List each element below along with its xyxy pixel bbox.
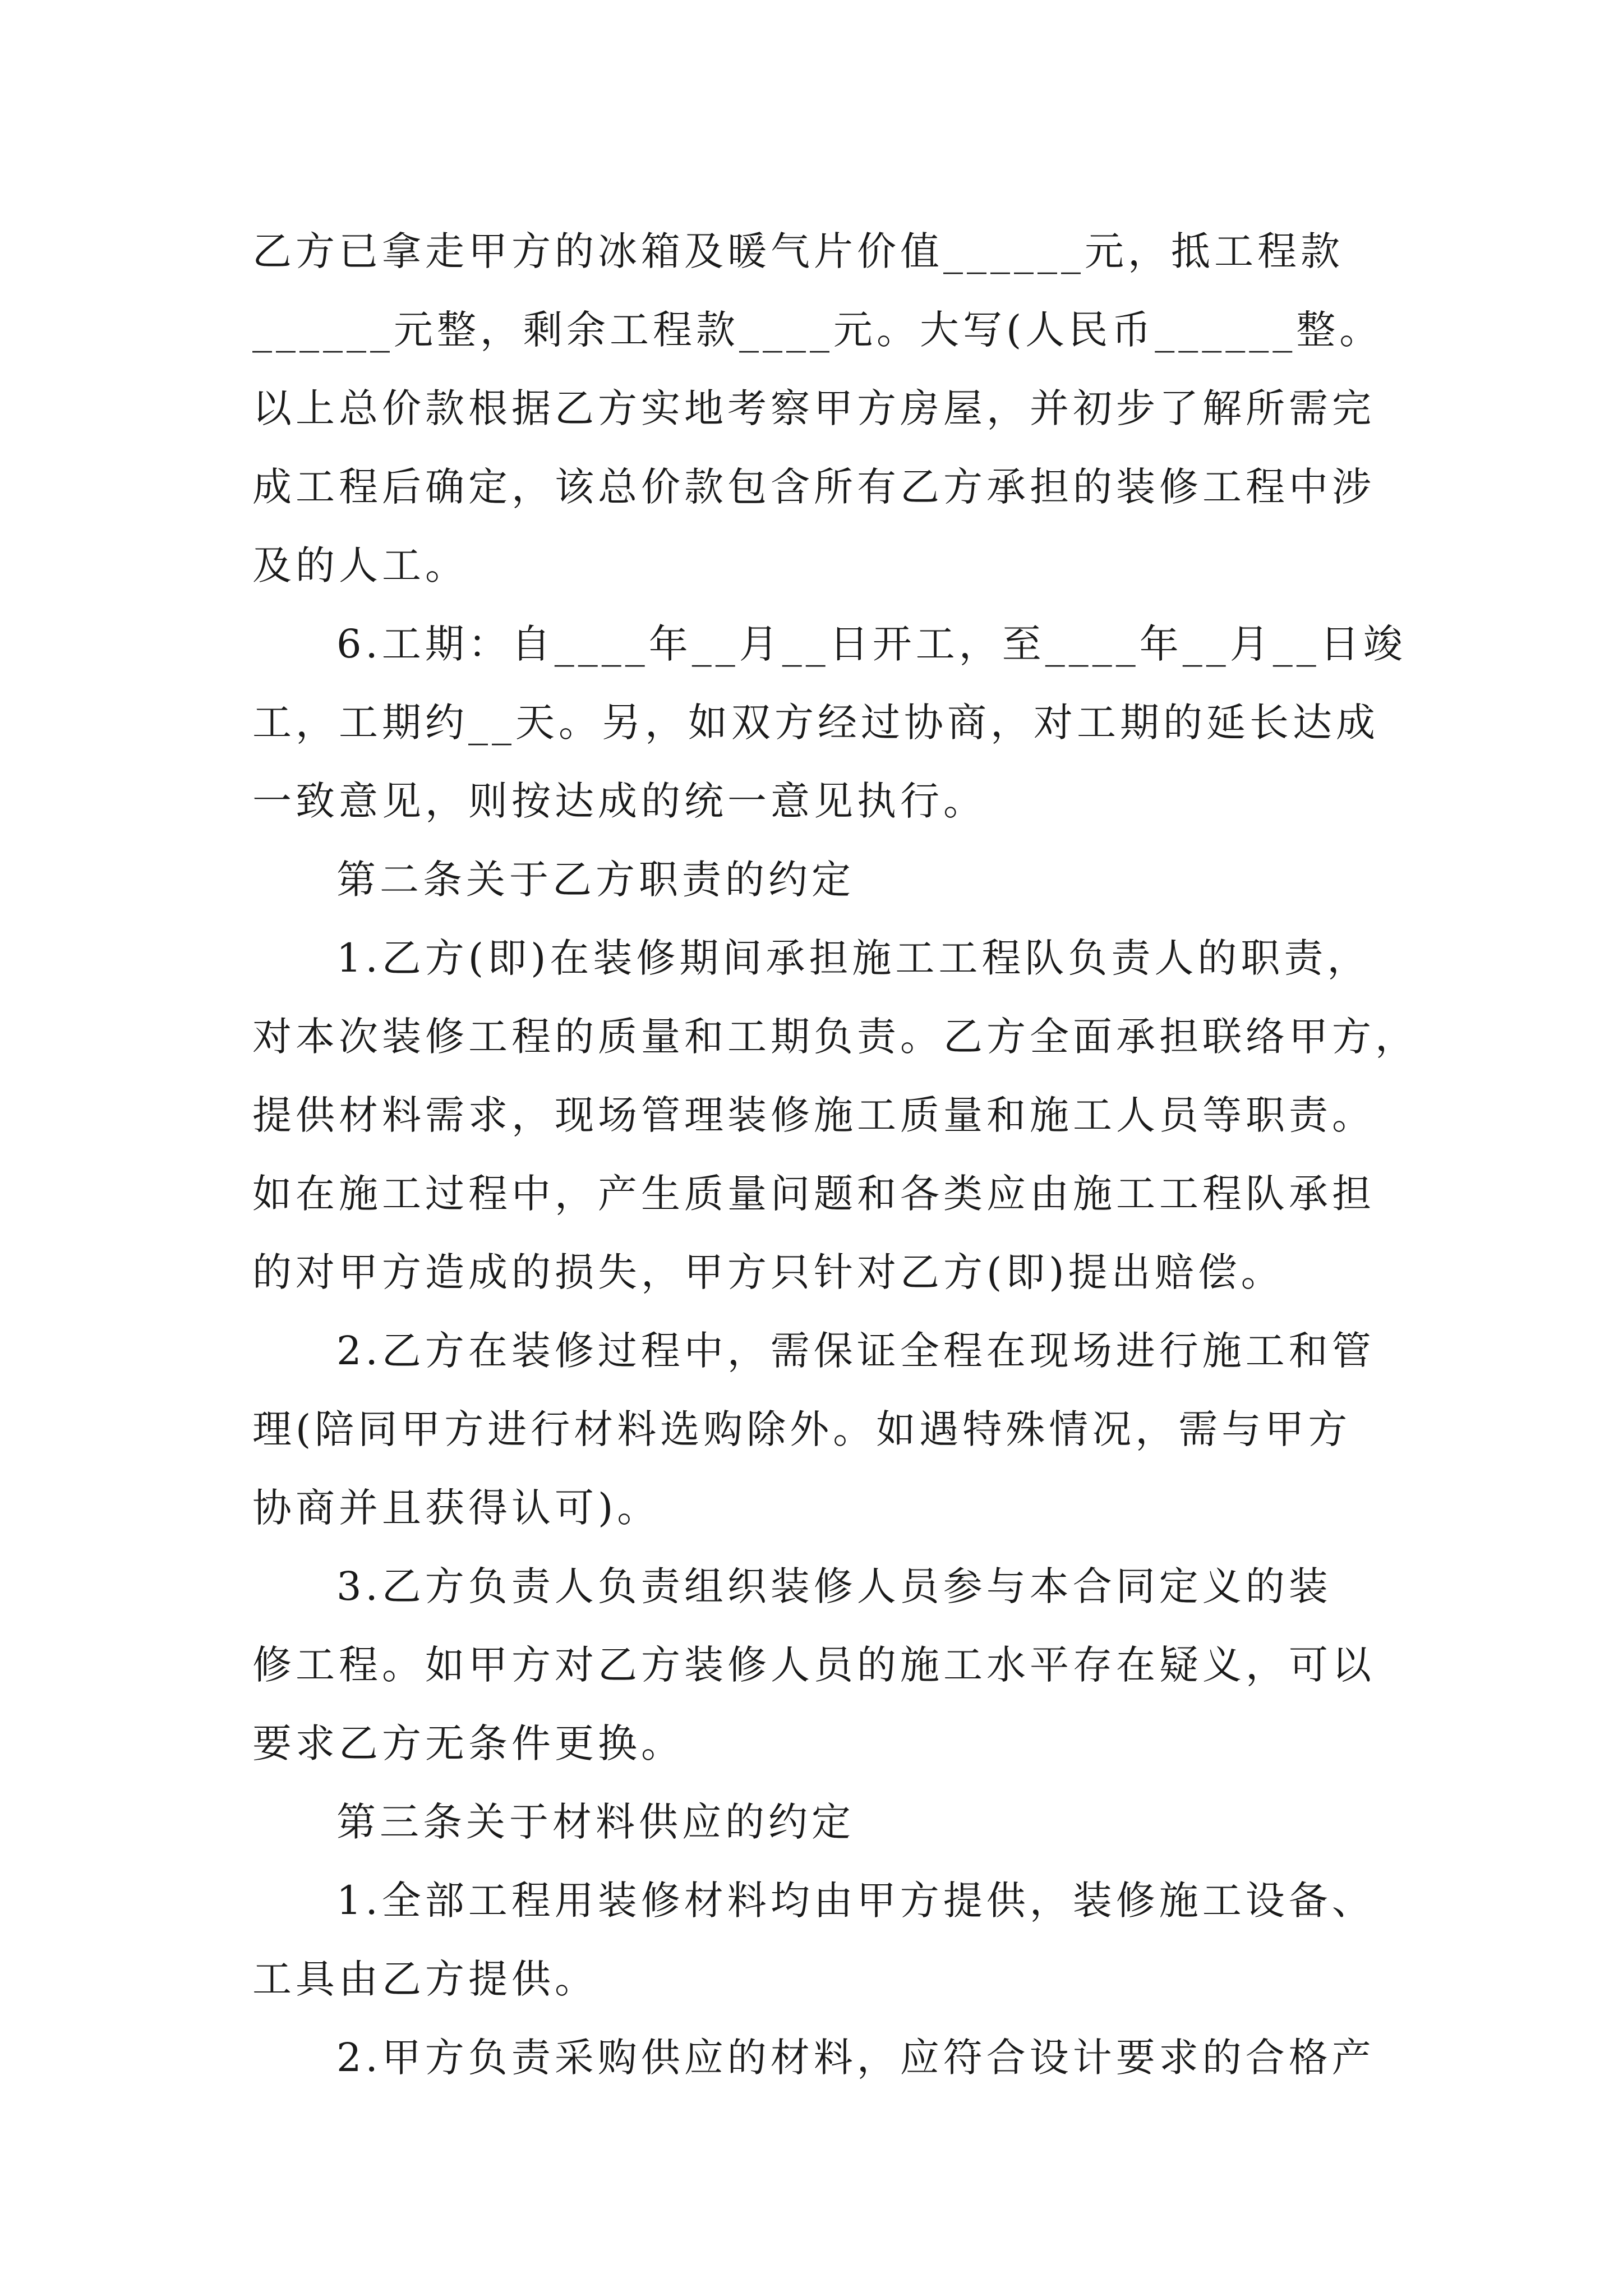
text-line: 成工程后确定，该总价款包含所有乙方承担的装修工程中涉: [252, 464, 1375, 510]
article-heading: 第三条关于材料供应的约定: [336, 1799, 855, 1845]
text-line: 要求乙方无条件更换。: [252, 1720, 684, 1766]
paragraph-start-line: 3.乙方负责人负责组织装修人员参与本合同定义的装: [336, 1563, 1332, 1609]
text-line: 工具由乙方提供。: [252, 1956, 598, 2002]
text-line: 的对甲方造成的损失，甲方只针对乙方(即)提出赔偿。: [252, 1249, 1284, 1295]
text-line: 乙方已拿走甲方的冰箱及暖气片价值______元，抵工程款: [252, 228, 1344, 274]
text-line: 工，工期约__天。另，如双方经过协商，对工期的延长达成: [252, 700, 1379, 746]
text-line: 以上总价款根据乙方实地考察甲方房屋，并初步了解所需完: [252, 385, 1375, 431]
text-line: 协商并且获得认可)。: [252, 1485, 661, 1531]
paragraph-start-line: 2.甲方负责采购供应的材料，应符合设计要求的合格产: [336, 2035, 1375, 2081]
text-line: 对本次装修工程的质量和工期负责。乙方全面承担联络甲方，: [252, 1014, 1418, 1060]
text-line: 如在施工过程中，产生质量问题和各类应由施工工程队承担: [252, 1171, 1375, 1217]
paragraph-start-line: 1.全部工程用装修材料均由甲方提供，装修施工设备、: [336, 1878, 1375, 1924]
paragraph-start-line: 6.工期：自____年__月__日开工，至____年__月__日竣: [336, 621, 1407, 667]
text-line: 理(陪同甲方进行材料选购除外。如遇特殊情况，需与甲方: [252, 1406, 1352, 1452]
paragraph-start-line: 2.乙方在装修过程中，需保证全程在现场进行施工和管: [336, 1328, 1375, 1374]
text-line: 一致意见，则按达成的统一意见执行。: [252, 778, 986, 824]
article-heading: 第二条关于乙方职责的约定: [336, 857, 855, 903]
text-line: ______元整，剩余工程款____元。大写(人民币______整。: [252, 307, 1383, 353]
text-line: 修工程。如甲方对乙方装修人员的施工水平存在疑义，可以: [252, 1642, 1375, 1688]
document-body: [252, 212, 1418, 2097]
text-line: 提供材料需求，现场管理装修施工质量和施工人员等职责。: [252, 1092, 1375, 1138]
text-line: 及的人工。: [252, 542, 468, 588]
paragraph-start-line: 1.乙方(即)在装修期间承担施工工程队负责人的职责，: [336, 935, 1371, 981]
